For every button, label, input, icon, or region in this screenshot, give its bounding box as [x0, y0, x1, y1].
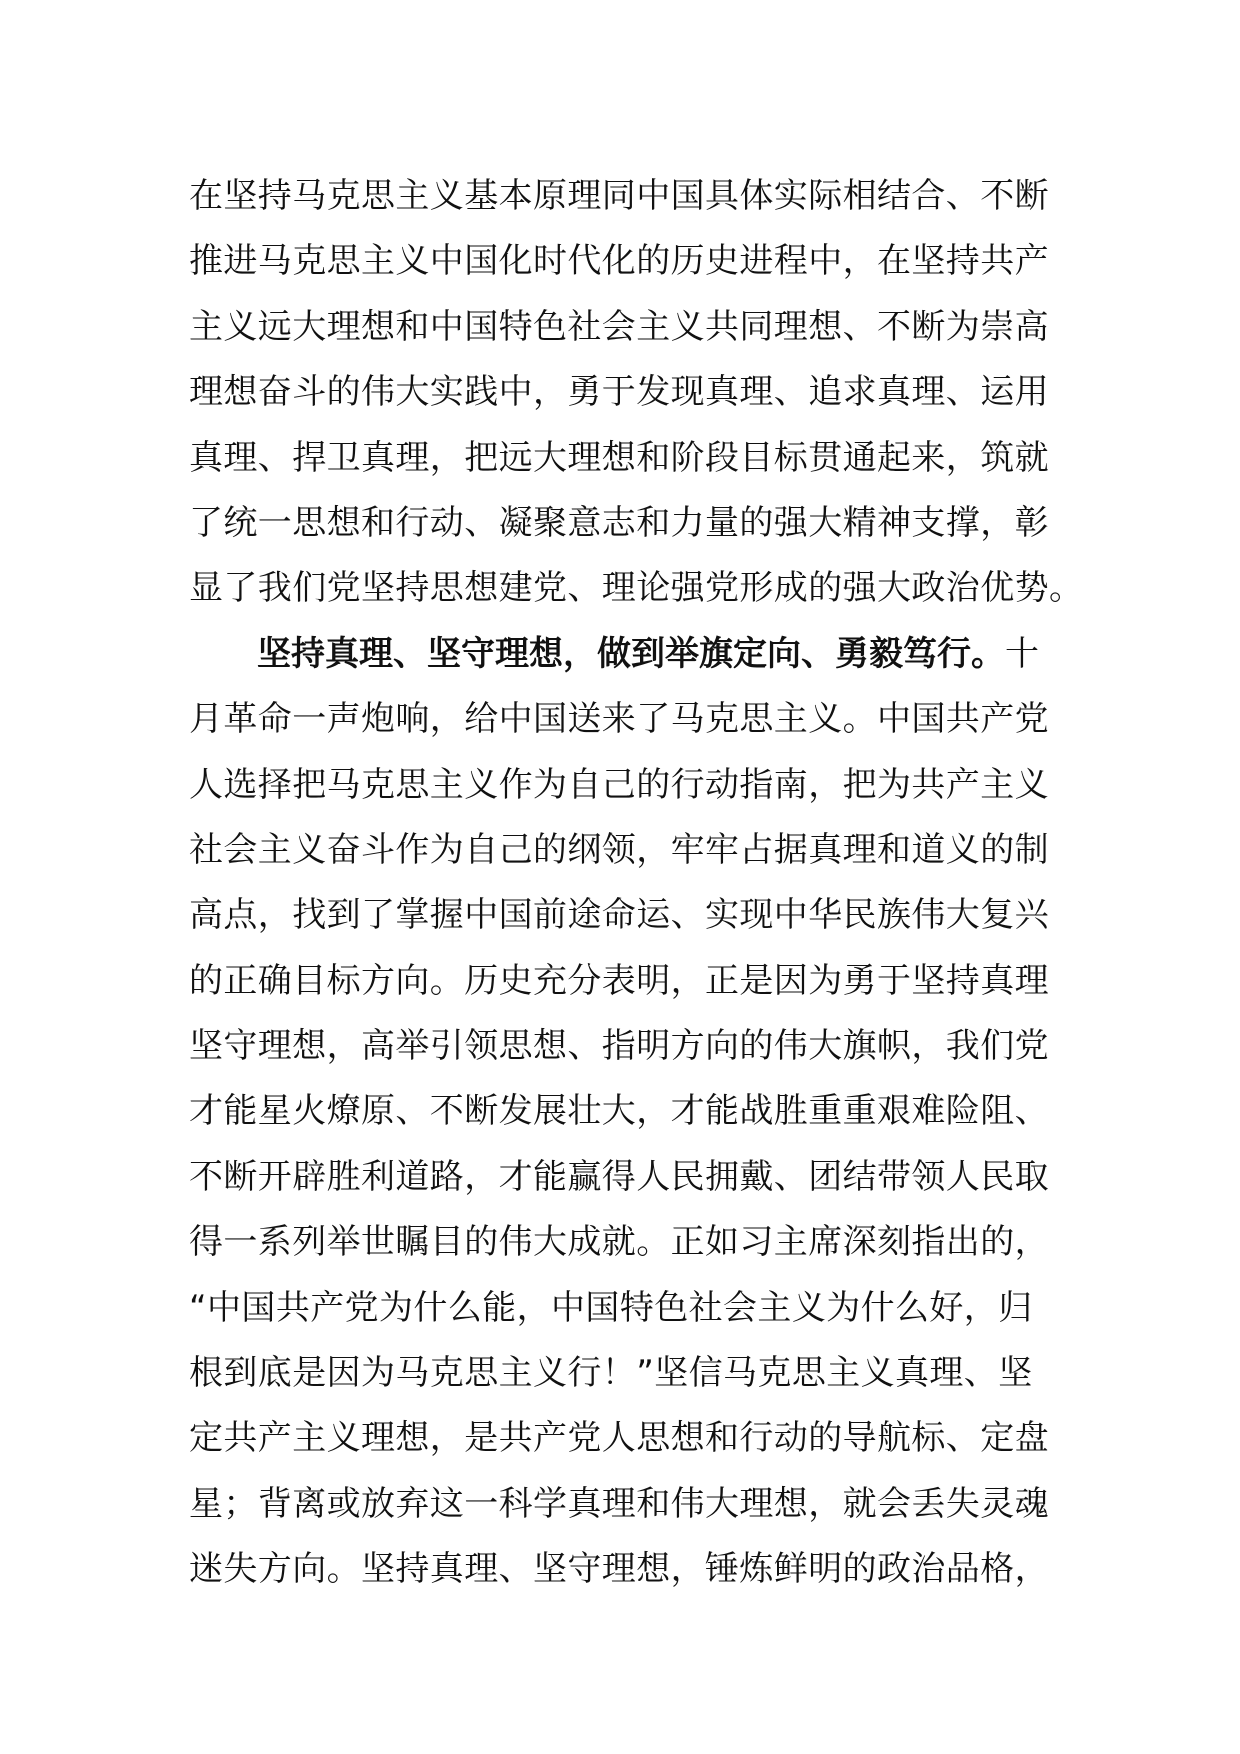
paragraph-heading-line	[189, 622, 1059, 687]
bold-heading: 坚持真理、坚守理想，做到举旗定向、勇毅笃行。	[257, 633, 1005, 674]
text-line: 高点，找到了掌握中国前途命运、实现中华民族伟大复兴	[189, 895, 1049, 936]
heading-continuation: 十	[1005, 633, 1040, 674]
text-line: 迷失方向。坚持真理、坚守理想，锤炼鲜明的政治品格，	[189, 1549, 1049, 1590]
text-line: 人选择把马克思主义作为自己的行动指南，把为共产主义	[189, 764, 1049, 805]
text-line: 真理、捍卫真理，把远大理想和阶段目标贯通起来，筑就	[189, 437, 1049, 478]
text-line: 的正确目标方向。历史充分表明，正是因为勇于坚持真理	[189, 960, 1049, 1001]
text-line: 显了我们党坚持思想建党、理论强党形成的强大政治优势。	[189, 568, 1084, 609]
text-line: 星；背离或放弃这一科学真理和伟大理想，就会丢失灵魂	[189, 1483, 1049, 1524]
text-line: 主义远大理想和中国特色社会主义共同理想、不断为崇高	[189, 306, 1049, 347]
text-line: 才能星火燎原、不断发展壮大，才能战胜重重艰难险阻、	[189, 1091, 1049, 1132]
text-line: 了统一思想和行动、凝聚意志和力量的强大精神支撑，彰	[189, 502, 1049, 543]
text-line: 推进马克思主义中国化时代化的历史进程中，在坚持共产	[189, 241, 1049, 282]
text-line: 根到底是因为马克思主义行！”坚信马克思主义真理、坚	[189, 1353, 1033, 1394]
text-line: 在坚持马克思主义基本原理同中国具体实际相结合、不断	[189, 176, 1049, 216]
text-line: “中国共产党为什么能，中国特色社会主义为什么好，归	[189, 1287, 1033, 1328]
text-line: 不断开辟胜利道路，才能赢得人民拥戴、团结带领人民取	[189, 1156, 1049, 1197]
text-line: 定共产主义理想，是共产党人思想和行动的导航标、定盘	[189, 1418, 1049, 1459]
text-line: 坚守理想，高举引领思想、指明方向的伟大旗帜，我们党	[189, 1026, 1049, 1067]
text-line: 月革命一声炮响，给中国送来了马克思主义。中国共产党	[189, 699, 1049, 740]
body-text	[189, 164, 1084, 1603]
text-line: 理想奋斗的伟大实践中，勇于发现真理、追求真理、运用	[189, 372, 1049, 413]
text-line: 得一系列举世瞩目的伟大成就。正如习主席深刻指出的，	[189, 1222, 1049, 1263]
text-line: 社会主义奋斗作为自己的纲领，牢牢占据真理和道义的制	[189, 829, 1049, 870]
